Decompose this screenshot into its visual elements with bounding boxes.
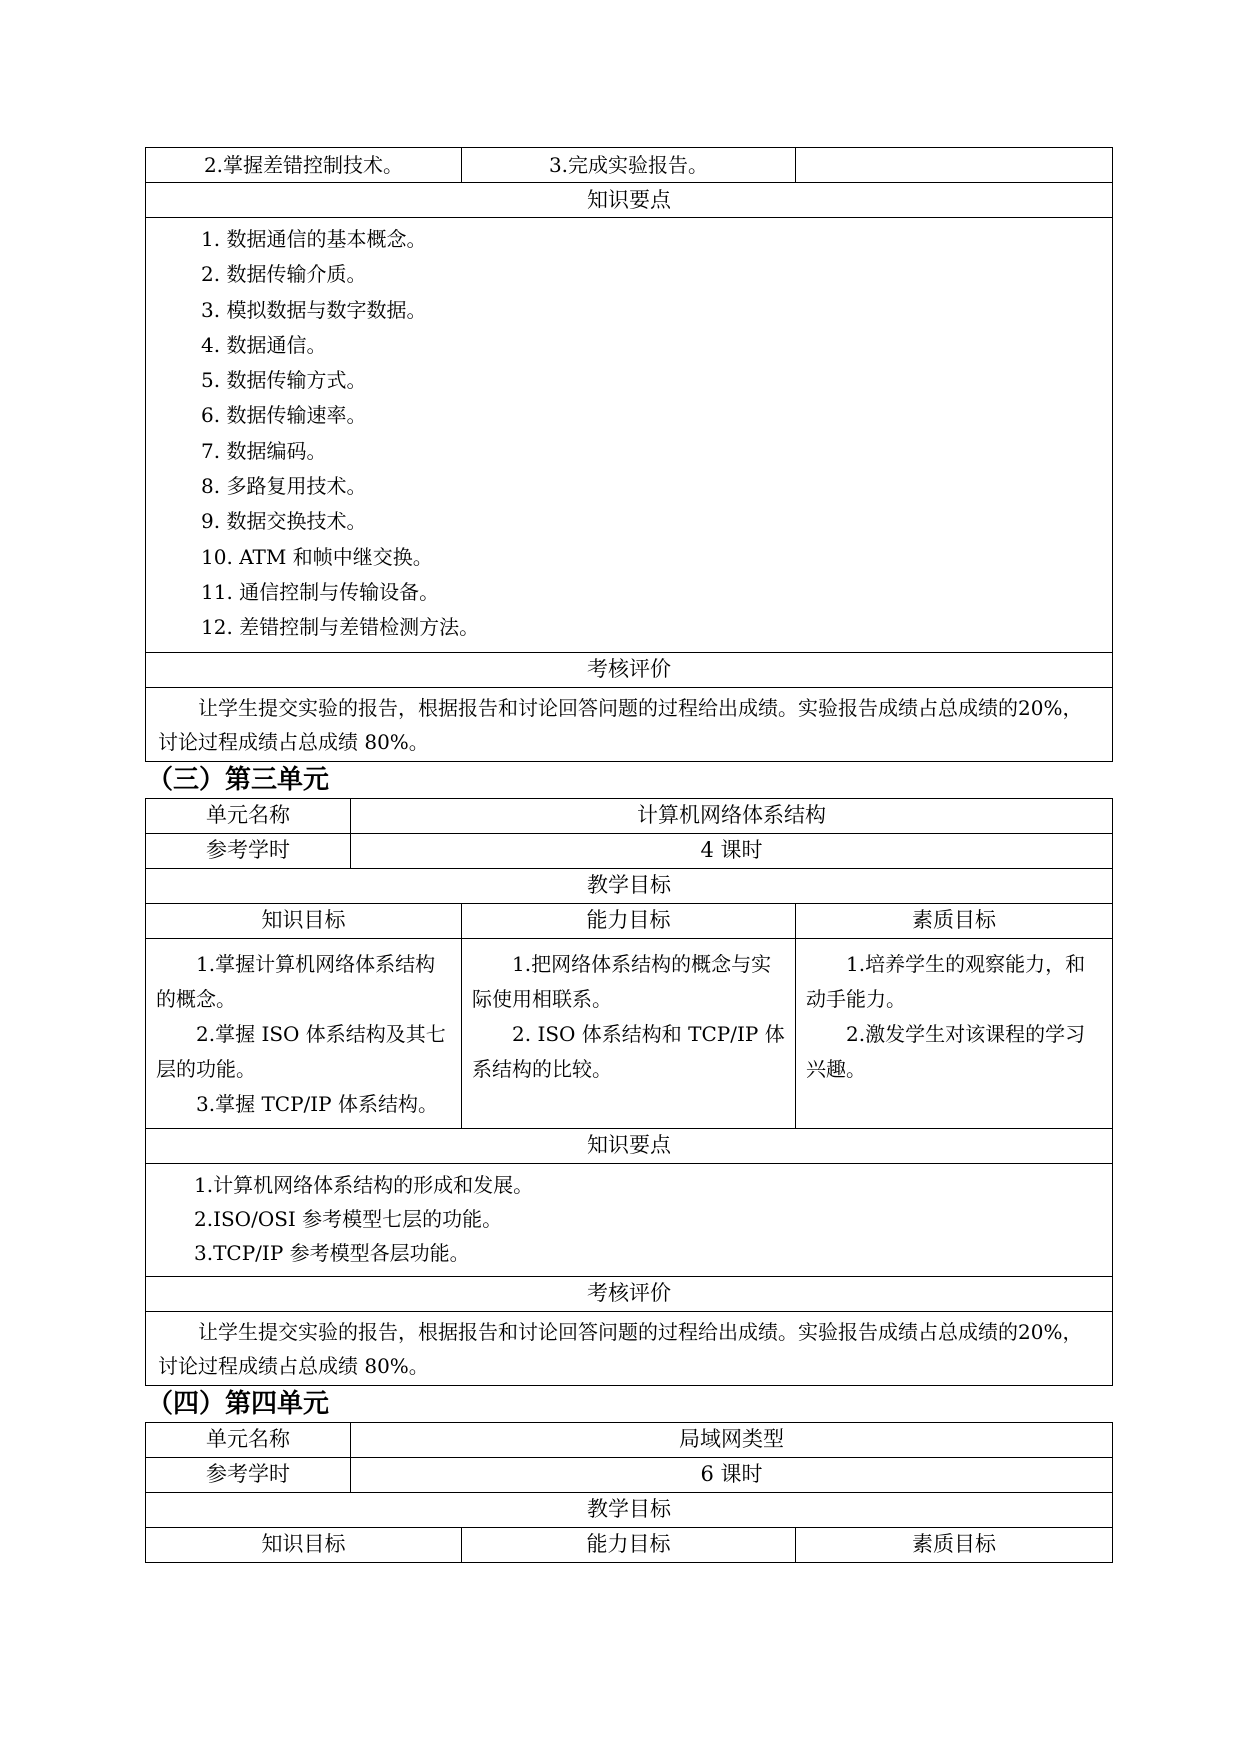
unit3-table xyxy=(145,798,1113,1386)
list-item: 8. 多路复用技术。 xyxy=(201,474,367,499)
hours-value: 4 课时 xyxy=(351,833,1113,868)
list-item: 3.掌握 TCP/IP 体系结构。 xyxy=(196,1091,438,1116)
list-item: 2.掌握 ISO 体系结构及其七层的功能。 xyxy=(156,1021,446,1081)
unit2-continuation-table xyxy=(145,147,1113,762)
list-item: 6. 数据传输速率。 xyxy=(201,403,367,428)
list-item: 1.把网络体系结构的概念与实际使用相联系。 xyxy=(472,951,772,1011)
teaching-goals-header: 教学目标 xyxy=(146,868,1113,903)
assessment-cell xyxy=(146,1311,1113,1385)
list-item: 1.培养学生的观察能力，和动手能力。 xyxy=(806,951,1086,1011)
ability-goals-header: 能力目标 xyxy=(462,903,796,938)
document-page xyxy=(145,147,1112,1563)
unit-name-label: 单元名称 xyxy=(146,1422,351,1457)
hours-label: 参考学时 xyxy=(146,1457,351,1492)
knowledge-goals-cell xyxy=(146,938,462,1128)
list-item: 1.掌握计算机网络体系结构的概念。 xyxy=(156,951,436,1011)
knowledge-goal-cell: 2.掌握差错控制技术。 xyxy=(146,148,462,183)
assessment-text: 让学生提交实验的报告，根据报告和讨论回答问题的过程给出成绩。实验报告成绩占总成绩的20%，讨论过程成绩占总成绩 80%。 xyxy=(158,1319,1083,1378)
unit3-title: （三）第三单元 xyxy=(147,764,330,795)
knowledge-points-list xyxy=(146,1163,1113,1276)
list-item: 3. 模拟数据与数字数据。 xyxy=(201,297,427,322)
teaching-goals-header: 教学目标 xyxy=(146,1492,1113,1527)
list-item: 10. ATM 和帧中继交换。 xyxy=(201,544,433,569)
knowledge-goals-header: 知识目标 xyxy=(146,1527,462,1562)
unit-name-value: 局域网类型 xyxy=(351,1422,1113,1457)
assessment-header: 考核评价 xyxy=(146,652,1113,687)
quality-goals-header: 素质目标 xyxy=(796,903,1113,938)
knowledge-points-list xyxy=(146,218,1113,653)
unit-name-value: 计算机网络体系结构 xyxy=(351,798,1113,833)
ability-goals-cell xyxy=(462,938,796,1128)
list-item: 9. 数据交换技术。 xyxy=(201,509,367,534)
quality-goals-cell xyxy=(796,938,1113,1128)
list-item: 1.计算机网络体系结构的形成和发展。 xyxy=(194,1172,534,1197)
list-item: 7. 数据编码。 xyxy=(201,438,327,463)
knowledge-points-header: 知识要点 xyxy=(146,183,1113,218)
list-item: 2. ISO 体系结构和 TCP/IP 体系结构的比较。 xyxy=(472,1021,785,1081)
ability-goal-cell: 3.完成实验报告。 xyxy=(462,148,796,183)
list-item: 3.TCP/IP 参考模型各层功能。 xyxy=(194,1240,470,1265)
list-item: 5. 数据传输方式。 xyxy=(201,368,367,393)
assessment-header: 考核评价 xyxy=(146,1276,1113,1311)
list-item: 1. 数据通信的基本概念。 xyxy=(201,227,427,251)
hours-value: 6 课时 xyxy=(351,1457,1113,1492)
list-item: 2.激发学生对该课程的学习兴趣。 xyxy=(806,1021,1086,1081)
unit-name-label: 单元名称 xyxy=(146,798,351,833)
ability-goals-header: 能力目标 xyxy=(462,1527,796,1562)
assessment-cell xyxy=(146,687,1113,761)
knowledge-goals-header: 知识目标 xyxy=(146,903,462,938)
hours-label: 参考学时 xyxy=(146,833,351,868)
list-item: 4. 数据通信。 xyxy=(201,332,327,357)
list-item: 11. 通信控制与传输设备。 xyxy=(201,579,440,604)
list-item: 2. 数据传输介质。 xyxy=(201,262,367,287)
unit4-table xyxy=(145,1422,1113,1563)
assessment-text: 让学生提交实验的报告，根据报告和讨论回答问题的过程给出成绩。实验报告成绩占总成绩的20%，讨论过程成绩占总成绩 80%。 xyxy=(158,695,1083,754)
unit4-title: （四）第四单元 xyxy=(147,1388,330,1419)
list-item: 2.ISO/OSI 参考模型七层的功能。 xyxy=(194,1206,503,1231)
quality-goals-header: 素质目标 xyxy=(796,1527,1113,1562)
knowledge-points-header: 知识要点 xyxy=(146,1128,1113,1163)
quality-goal-cell xyxy=(796,148,1113,183)
list-item: 12. 差错控制与差错检测方法。 xyxy=(201,615,480,640)
